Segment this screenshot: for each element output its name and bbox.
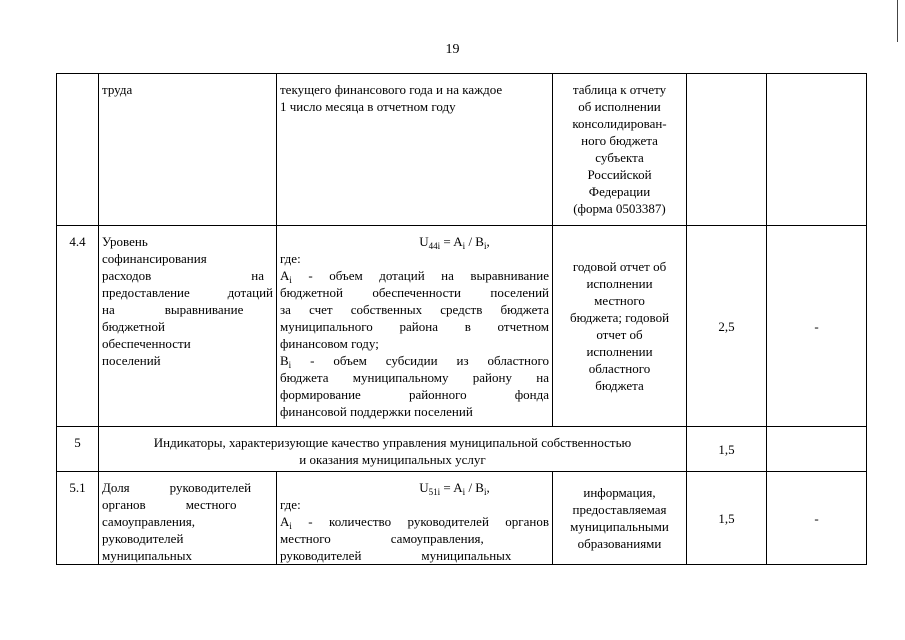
indicator-name-line: поселений [102, 353, 161, 368]
data-source-line: информация, [583, 485, 656, 500]
data-source-cell [553, 472, 687, 565]
table-row [57, 74, 867, 226]
data-source-line: Российской [587, 167, 652, 182]
calculation-line: финансовом году; [280, 336, 379, 351]
row-number-cell: 5 [57, 427, 99, 472]
indicator-name-line: предоставление дотаций [102, 285, 273, 300]
data-source-line: отчет об [596, 327, 643, 342]
calculation-line: где: [280, 251, 301, 266]
scan-edge-mark [897, 0, 898, 42]
indicator-name-cell [99, 74, 277, 226]
note-cell [767, 74, 867, 226]
data-source-line: исполнении [586, 344, 653, 359]
indicator-name-line: Уровень [102, 234, 148, 249]
data-source-line: ного бюджета [581, 133, 658, 148]
calculation-line: муниципального района в отчетном [280, 319, 549, 334]
note-cell [767, 427, 867, 472]
data-source-line: образованиями [577, 536, 662, 551]
data-source-line: годовой отчет об [572, 259, 667, 274]
data-source-line: местного [594, 293, 645, 308]
note-cell: - [767, 472, 867, 565]
formula: $U_{51i} = A_i / B_i$, [419, 480, 490, 497]
row-number-cell: 4.4 [57, 226, 99, 427]
data-source-cell [553, 74, 687, 226]
row-number-cell: 5.1 [57, 472, 99, 565]
indicator-name-line: самоуправления, [102, 514, 196, 529]
section-heading-cell [99, 427, 687, 472]
indicator-name-line: бюджетной [102, 319, 165, 334]
indicator-name-line: софинансирования [102, 251, 207, 266]
row-number-cell [57, 74, 99, 226]
weight-cell: 1,5 [687, 472, 767, 565]
calculation-line: местного самоуправления, [280, 531, 484, 546]
formula: $U_{44i} = A_i / B_i$, [419, 234, 490, 251]
data-source-cell [553, 226, 687, 427]
table-row [57, 226, 867, 427]
table-row [57, 427, 867, 472]
indicator-name-line: муниципальных [102, 548, 193, 563]
note-cell: - [767, 226, 867, 427]
indicator-name-line: труда [102, 82, 133, 97]
calculation-cell [277, 226, 553, 427]
indicator-name-line: обеспеченности [102, 336, 191, 351]
weight-cell [687, 74, 767, 226]
data-source-line: Федерации [588, 184, 651, 199]
table-row [57, 472, 867, 565]
indicator-name-line: руководителей [102, 531, 184, 546]
section-heading-line: и оказания муниципальных услуг [299, 452, 486, 467]
indicator-name-cell [99, 226, 277, 427]
data-source-line: (форма 0503387) [573, 201, 666, 216]
calculation-line: $A_i$ - количество руководителей органов [280, 514, 549, 531]
data-source-line: бюджета; годовой [569, 310, 670, 325]
weight-cell: 2,5 [687, 226, 767, 427]
data-source-line: таблица к отчету [572, 82, 667, 97]
indicator-name-cell [99, 472, 277, 565]
calculation-cell [277, 472, 553, 565]
data-source-line: исполнении [586, 276, 653, 291]
indicator-name-line: на выравнивание [102, 302, 244, 317]
indicator-name-line: Доля руководителей [102, 480, 252, 495]
calculation-line: $A_i$ - объем дотаций на выравнивание [280, 268, 549, 285]
page-number: 19 [445, 42, 460, 57]
calculation-cell [277, 74, 553, 226]
indicator-name-line: расходов на [102, 268, 264, 283]
data-source-line: областного [588, 361, 651, 376]
calculation-line: финансовой поддержки поселений [280, 404, 473, 419]
indicators-table [56, 73, 867, 565]
weight-cell: 1,5 [687, 427, 767, 472]
calculation-line: за счет собственных средств бюджета [280, 302, 549, 317]
calculation-line: текущего финансового года и на каждое [280, 82, 503, 97]
data-source-line: консолидирован- [572, 116, 667, 131]
data-source-line: об исполнении [578, 99, 661, 114]
data-source-line: субъекта [595, 150, 644, 165]
data-source-line: муниципальными [570, 519, 669, 534]
calculation-line: бюджетной обеспеченности поселений [280, 285, 549, 300]
section-heading-line: Индикаторы, характеризующие качество управления муниципальной собственностью [153, 435, 632, 450]
calculation-line: $B_i$ - объем субсидии из областного [280, 353, 549, 370]
data-source-line: предоставляемая [572, 502, 667, 517]
calculation-line: 1 число месяца в отчетном году [280, 99, 456, 114]
calculation-line: бюджета муниципальному району на [280, 370, 549, 385]
indicator-name-line: органов местного [102, 497, 237, 512]
calculation-line: где: [280, 497, 301, 512]
data-source-line: бюджета [595, 378, 644, 393]
calculation-line: формирование районного фонда [280, 387, 549, 402]
calculation-line: руководителей муниципальных [280, 548, 512, 563]
